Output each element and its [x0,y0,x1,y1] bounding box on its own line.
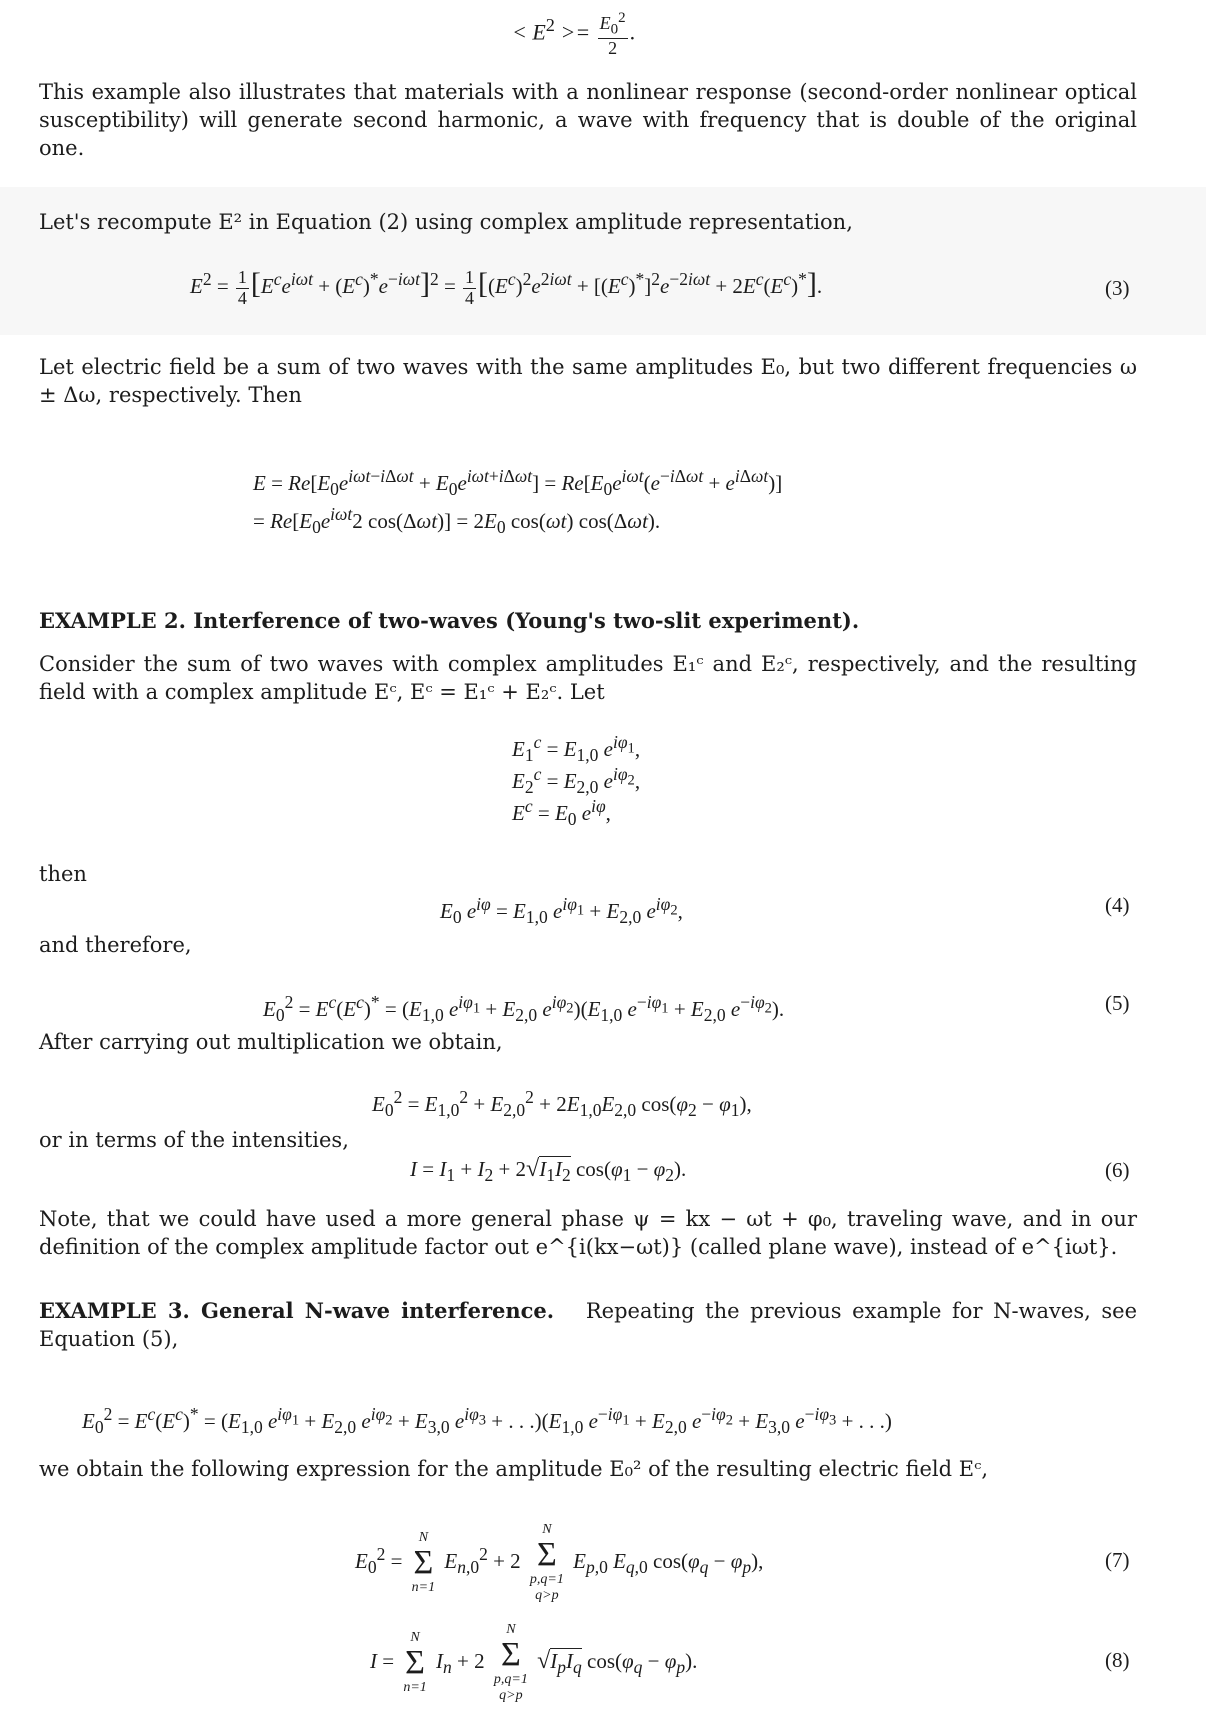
equation-number-8: (8) [1105,1648,1130,1672]
paragraph-two-frequencies: Let electric field be a sum of two waves with the same amplitudes E₀, but two different frequencies ω ± Δω, respectively. Then [39,355,1137,407]
equation-number-3: (3) [1105,276,1130,300]
equation-6: $I = I_1 + I_2 + 2√I_1I_2$ $\cos(\varphi_1 - \varphi_2)$. [410,1156,687,1186]
equation-7: $E_0^2$ = N Σ n=1 $E_{n,0}^2 + 2$ N Σ p,q=1 q>p $E_{p,0}$ $E_{q,0}$ $\cos(\varphi_q - \varphi_p)$, [355,1522,764,1603]
equation-3: $E^2$ = $\frac{1}{4}$ $[E^ce^{i\omega t} + (E^c)^*e^{-i\omega t}]^2$ = $\frac{1}{4}$ $[(E^c)^2e^{2i\omega t} + [(E^c)^*]^2e^{-2i\omega t} + 2E^c(E^c)^*]$. [190,266,823,308]
definition-e1: $E_1^c = E_{1,0}$ $e^{i\varphi_1}$, [512,732,641,766]
equation-8: I = N Σ n=1 $I_n + 2$ N Σ p,q=1 q>p $√I_pI_q$ $\cos(\varphi_q - \varphi_p)$. [370,1622,698,1703]
label-then: then [39,862,87,886]
paragraph-recompute: Let's recompute E² in Equation (2) using complex amplitude representation, [39,210,853,234]
label-after-multiplication: After carrying out multiplication we obtain, [39,1030,503,1054]
definition-ec: $E^c = E_0$ $e^{i\varphi}$, [512,796,611,830]
example-3-paragraph [39,1297,1137,1353]
equation-text-captions [0,0,1,1]
paragraph-note: Note, that we could have used a more general phase ψ = kx − ωt + φ₀, traveling wave, and in our definition of the complex amplitude factor out e^{i(kx−ωt)} (called plane wave), instead of e^{iωt}. [39,1207,1137,1259]
equation-average-intensity: < $E^2$ >= $\frac{E_0^2}{2}$ . [512,10,636,59]
equation-4: $E_0$ $e^{i\varphi} = E_{1,0}$ $e^{i\varphi_1} + E_{2,0}$ $e^{i\varphi_2}$, [440,894,683,928]
equation-number-6: (6) [1105,1158,1130,1182]
example-3-heading: EXAMPLE 3. General N-wave interference. [39,1298,555,1323]
paragraph-amplitude: we obtain the following expression for the amplitude E₀² of the resulting electric field Eᶜ, [39,1457,989,1481]
equation-number-7: (7) [1105,1548,1130,1572]
caption-average [0,0,1,1]
equation-number-4: (4) [1105,893,1130,917]
equation-beat-line-2: = $Re[E_0e^{i\omega t}2$ $\cos(\Delta\omega t)] = 2E_0$ cos(ωt) cos(Δωt). [253,504,661,538]
paragraph-two-waves: Consider the sum of two waves with complex amplitudes E₁ᶜ and E₂ᶜ, respectively, and the resulting field with a complex amplitude Eᶜ, Eᶜ = E₁ᶜ + E₂ᶜ. Let [39,652,1137,704]
definition-e2: $E_2^c = E_{2,0}$ $e^{i\varphi_2}$, [512,764,641,798]
equation-5: $E_0^2 = E^c(E^c)^* = (E_{1,0}$ $e^{i\varphi_1} + E_{2,0}$ $e^{i\varphi_2})(E_{1,0}$ $e^{-i\varphi_1} + E_{2,0}$ $e^{-i\varphi_2}$). [263,992,785,1026]
label-therefore: and therefore, [39,933,192,957]
example-2-heading: EXAMPLE 2. Interference of two-waves (Young's two-slit experiment). [39,608,860,633]
equation-beat-line-1: $E = Re[E_0e^{i\omega t-i\Delta\omega t} + E_0e^{i\omega t+i\Delta\omega t}] = Re[E_0e^{i\omega t}(e^{-i\Delta\omega t} + e^{i\Delta\omega t})]$ [253,466,783,500]
equation-number-5: (5) [1105,991,1130,1015]
equation-n-wave: $E_0^2 = E^c(E^c)^* = (E_{1,0}$ $e^{i\varphi_1} + E_{2,0}$ $e^{i\varphi_2} + E_{3,0}$ $e^{i\varphi_3}$ + . . $.)(E_{1,0}$ $e^{-i\varphi_1} + E_{2,0}$ $e^{-i\varphi_2} + E_{3,0}$ $e^{-i\varphi_3}$ + . . .) [82,1404,892,1438]
paragraph-nonlinear: This example also illustrates that materials with a nonlinear response (second-order nonlinear optical susceptibility) will generate second harmonic, a wave with frequency that is double of the original one. [39,80,1137,160]
label-intensities: or in terms of the intensities, [39,1128,349,1152]
equation-expanded: $E_0^2 = E_{1,0}^2 + E_{2,0}^2 + 2E_{1,0}E_{2,0}$ $\cos(\varphi_2 - \varphi_1)$, [372,1087,752,1121]
example-3-text: Repeating the previous example for N-waves, see Equation (5), [39,1299,1137,1351]
